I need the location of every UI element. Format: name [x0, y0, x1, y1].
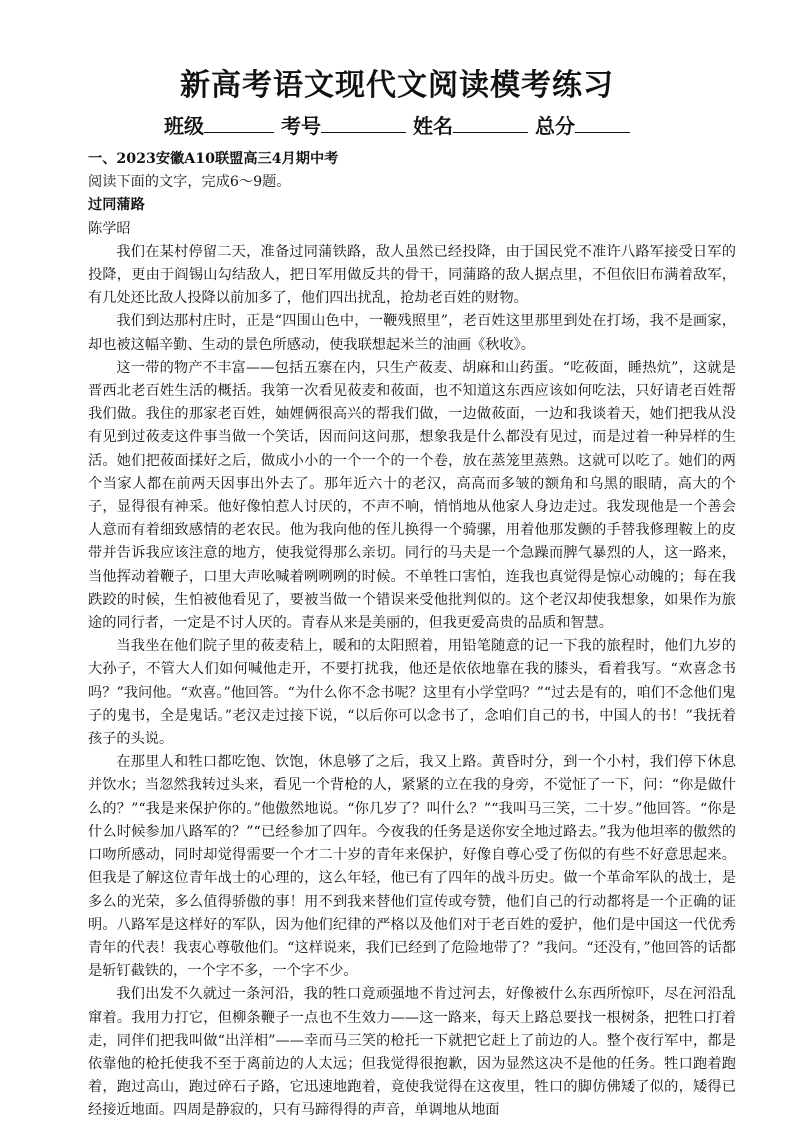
page-title: 新高考语文现代文阅读模考练习 — [180, 68, 614, 103]
student-info-line — [0, 110, 794, 139]
author: 陈学昭 — [88, 220, 131, 237]
score-blank[interactable] — [575, 114, 630, 133]
number-blank[interactable] — [321, 114, 406, 133]
article-content — [88, 148, 736, 1123]
paragraph: 我们在某村停留二天，准备过同蒲铁路，敌人虽然已经投降，由于国民党不准许八路军接受日军的投降，更由于阎锡山勾结敌人，把日军用做反共的骨干，同蒲路的敌人据点里，不但依旧布满着敌军，有几处还比敌人投降以前加多了，他们四出扰乱，抢劫老百姓的财物。 — [88, 243, 736, 307]
article-title: 过同蒲路 — [88, 197, 145, 214]
class-blank[interactable] — [204, 114, 274, 133]
paragraph: 我们到达那村庄时，正是“四围山色中，一鞭残照里”，老百姓这里那里到处在打场，我不是画家，却也被这幅辛勤、生动的景色所感动，使我联想起米兰的油画《秋收》。 — [88, 313, 736, 353]
paragraph: 当我坐在他们院子里的莜麦秸上，暖和的太阳照着，用铅笔随意的记一下我的旅程时，他们九岁的大孙子，不管大人们如何喊他走开，不要打扰我，他还是依依地靠在我的膝头，看着我写。“欢喜念书吗？”我问他。“欢喜。”他回答。“为什么你不念书呢？这里有小学堂吗？”“过去是有的，咱们不念他们鬼子的鬼书，全是鬼话。”老汉走过接下说，“以后你可以念书了，念咱们自己的书，中国人的书！”我抚着孩子的头说。 — [88, 638, 736, 748]
score-label: 总分 — [534, 114, 575, 138]
name-label: 姓名 — [412, 114, 453, 138]
paragraph: 我们出发不久就过一条河沿，我的牲口竟顽强地不肯过河去，好像被什么东西所惊吓，尽在河沿乱窜着。我用力打它，但柳条鞭子一点也不生效力——这一路来，每天上路总要找一根树条，把牲口打着走，同伴们把我叫做“出洋相”——幸而马三笑的枪托一下就把它赶上了前边的人。整个夜行军中，都是依靠他的枪托使我不至于离前边的人太远；但我觉得很抱歉，因为显然这决不是他的任务。牲口跑着跑着，跑过高山，跑过碎石子路，它迅速地跑着，竟使我觉得在这夜里，牲口的脚仿佛矮了似的，矮得已经接近地面。四周是静寂的，只有马蹄得得的声音，单调地从地面 — [88, 986, 736, 1119]
section-title: 一、2023安徽A10联盟高三4月期中考 — [88, 151, 339, 167]
paragraph: 在那里人和牲口都吃饱、饮饱，休息够了之后，我又上路。黄昏时分，到一个小村，我们停下休息并饮水；当忽然我转过头来，看见一个背枪的人，紧紧的立在我的身旁，不觉怔了一下，问：“你是做什么的？”“我是来保护你的。”他傲然地说。“你几岁了？叫什么？”“我叫马三笑，二十岁。”他回答。“你是什么时候参加八路军的？”“已经参加了四年。今夜我的任务是送你安全地过路去。”我为他坦率的傲然的口吻所感动，同时却觉得需要一个才二十岁的青年来保护，好像自尊心受了伤似的有些不好意思起来。但我是了解这位青年战士的心理的，这么年轻，他已有了四年的战斗历史。做一个革命军队的战士，是多么的光荣，多么值得骄傲的事！用不到我来替他们宣传或夸赞，他们自己的行动都将是一个正确的证明。八路军是这样好的军队，因为他们纪律的严格以及他们对于老百姓的爱护，他们是中国这一代优秀青年的代表！我衷心尊敬他们。“这样说来，我们已经到了危险地带了？”我问。“还没有，”他回答的话都是斩钉截铁的，一个字不多，一个字不少。 — [88, 754, 736, 980]
class-label: 班级 — [164, 114, 205, 138]
name-blank[interactable] — [453, 114, 528, 133]
instruction: 阅读下面的文字，完成6～9题。 — [88, 174, 291, 191]
number-label: 考号 — [281, 114, 322, 138]
paragraph: 这一带的物产不丰富——包括五寨在内，只生产莜麦、胡麻和山药蛋。“吃莜面，睡热炕”，这就是晋西北老百姓生活的概括。我第一次看见莜麦和莜面，也不知道这东西应该如何吃法，只好请老百姓帮我们做。我住的那家老百姓，妯娌俩很高兴的帮我们做，一边做莜面，一边和我谈着天，她们把我从没有见到过莜麦这件事当做一个笑话，因而问这问那，想象我是什么都没有见过，而是过着一种异样的生活。她们把莜面揉好之后，做成小小的一个一个的一个卷，放在蒸笼里蒸熟。这就可以吃了。她们的两个当家人都在前两天因事出外去了。那年近六十的老汉，高高而多皱的额角和乌黑的眼睛，高大的个子，显得很有神采。他好像怕惹人讨厌的，不声不响，悄悄地从他家人身边走过。我发现他是一个善会人意而有着细致感情的老农民。他为我向他的侄儿换得一个骑骡，用着他那发颤的手替我修理鞍上的皮带并告诉我应该注意的地方，使我觉得那么亲切。同行的马夫是一个急躁而脾气暴烈的人，这一路来，当他挥动着鞭子，口里大声吆喊着咧咧咧的时候。不单牲口害怕，连我也真觉得是惊心动魄的；每在我跌跤的时候，生怕被他看见了，要被当做一个错误来受他批判似的。这个老汉却使我想象，如果作为旅途的同行者，一定是不讨人厌的。青春从来是美丽的，但我更爱高贵的品质和智慧。 — [88, 359, 736, 632]
